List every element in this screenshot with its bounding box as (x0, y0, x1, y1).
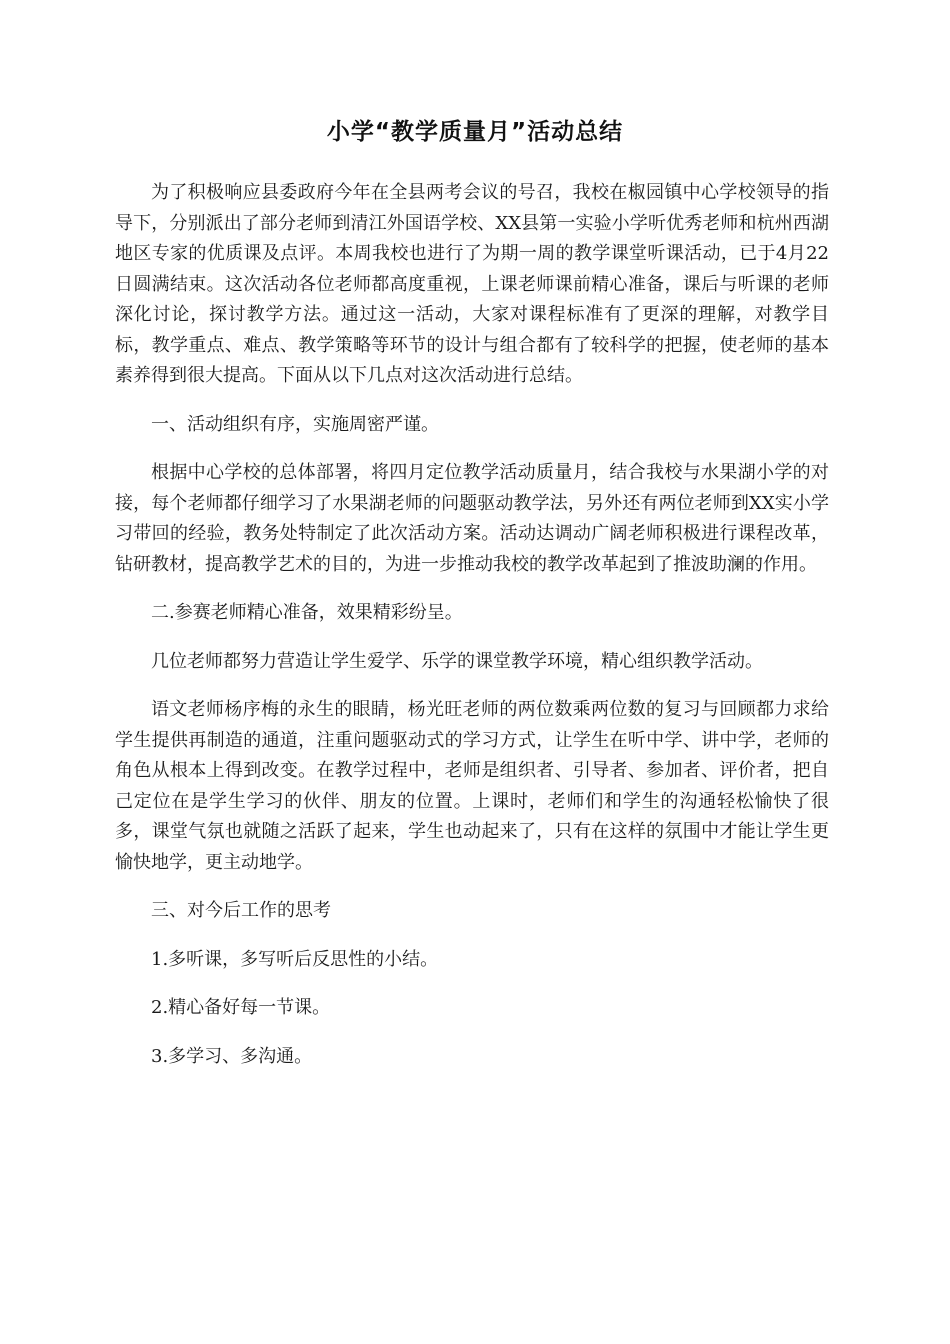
document-body (115, 178, 829, 1072)
list-item-1: 1.多听课，多写听后反思性的小结。 (151, 948, 439, 970)
section-2-paragraph-1: 几位老师都努力营造让学生爱学、乐学的课堂教学环境，精心组织教学活动。 (151, 650, 763, 672)
section-heading-1: 一、活动组织有序，实施周密严谨。 (151, 413, 439, 435)
section-heading-3: 三、对今后工作的思考 (151, 900, 331, 921)
intro-paragraph: 为了积极响应县委政府今年在全县两考会议的号召，我校在椒园镇中心学校领导的指导下，分别派出了部分老师到清江外国语学校、XX县第一实验小学听优秀老师和杭州西湖地区专家的优质课及点评。本周我校也进行了为期一周的教学课堂听课活动，已于4月22日圆满结束。这次活动各位老师都高度重视，上课老师课前精心准备，课后与听课的老师深化讨论，探讨教学方法。通过这一活动，大家对课程标准有了更深的理解，对教学目标，教学重点、难点、教学策略等环节的设计与组合都有了较科学的把握，使老师的基本素养得到很大提高。下面从以下几点对这次活动进行总结。 (115, 182, 829, 386)
document-title: 小学“教学质量月”活动总结 (326, 119, 624, 145)
list-item-2: 2.精心备好每一节课。 (151, 997, 331, 1018)
section-1-paragraph: 根据中心学校的总体部署，将四月定位教学活动质量月，结合我校与水果湖小学的对接，每个老师都仔细学习了水果湖老师的问题驱动教学法，另外还有两位老师到XX实小学习带回的经验，教务处特制定了此次活动方案。活动达调动广阔老师积极进行课程改革，钻研教材，提高教学艺术的目的，为进一步推动我校的教学改革起到了推波助澜的作用。 (115, 462, 829, 575)
list-item-3: 3.多学习、多沟通。 (151, 1045, 313, 1067)
section-2-paragraph-2: 语文老师杨序梅的永生的眼睛，杨光旺老师的两位数乘两位数的复习与回顾都力求给学生提供再制造的通道，注重问题驱动式的学习方式，让学生在听中学、讲中学，老师的角色从根本上得到改变。在教学过程中，老师是组织者、引导者、参加者、评价者，把自己定位在是学生学习的伙伴、朋友的位置。上课时，老师们和学生的沟通轻松愉快了很多，课堂气氛也就随之活跃了起来，学生也动起来了，只有在这样的氛围中才能让学生更愉快地学，更主动地学。 (115, 699, 829, 873)
section-heading-2: 二.参赛老师精心准备，效果精彩纷呈。 (151, 602, 463, 623)
